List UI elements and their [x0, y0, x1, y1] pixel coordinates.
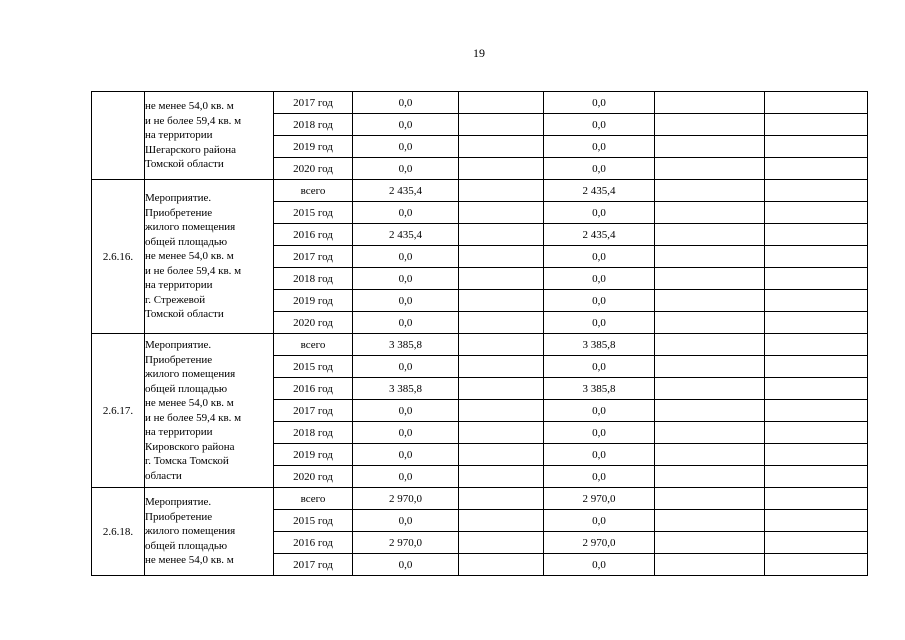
federal-cell: [459, 444, 544, 466]
year-cell: 2019 год: [274, 444, 353, 466]
year-cell: 2017 год: [274, 92, 353, 114]
table-body: [92, 92, 868, 576]
regional-cell: 2 970,0: [544, 532, 655, 554]
total-cell: 0,0: [353, 136, 459, 158]
year-cell: 2020 год: [274, 312, 353, 334]
year-cell: 2019 год: [274, 136, 353, 158]
description-line: не менее 54,0 кв. м: [145, 100, 234, 113]
page-number: 19: [473, 46, 485, 60]
extra-cell: [765, 378, 868, 400]
federal-cell: [459, 510, 544, 532]
year-cell: 2018 год: [274, 114, 353, 136]
year-cell: всего: [274, 488, 353, 510]
extra-cell: [765, 180, 868, 202]
extra-cell: [765, 510, 868, 532]
local-cell: [655, 290, 765, 312]
extra-cell: [765, 400, 868, 422]
year-cell: 2019 год: [274, 290, 353, 312]
federal-cell: [459, 202, 544, 224]
regional-cell: 0,0: [544, 114, 655, 136]
description-line: Приобретение: [145, 510, 213, 523]
regional-cell: 0,0: [544, 400, 655, 422]
description-line: Томской области: [145, 158, 224, 171]
extra-cell: [765, 532, 868, 554]
description-line: не менее 54,0 кв. м: [145, 397, 234, 409]
regional-cell: 2 970,0: [544, 488, 655, 510]
local-cell: [655, 92, 765, 114]
federal-cell: [459, 422, 544, 444]
year-cell: 2016 год: [274, 224, 353, 246]
local-cell: [655, 268, 765, 290]
total-cell: 2 970,0: [353, 488, 459, 510]
description-line: на территории: [145, 129, 213, 142]
description-line: области: [145, 469, 182, 482]
description-line: Мероприятие.: [145, 496, 212, 509]
regional-cell: 3 385,8: [544, 334, 655, 356]
total-cell: 0,0: [353, 268, 459, 290]
total-cell: 0,0: [353, 114, 459, 136]
year-cell: 2020 год: [274, 466, 353, 488]
total-cell: 2 970,0: [353, 532, 459, 554]
total-cell: 0,0: [353, 422, 459, 444]
year-cell: 2017 год: [274, 246, 353, 268]
local-cell: [655, 224, 765, 246]
total-cell: 0,0: [353, 510, 459, 532]
description-line: на территории: [145, 279, 213, 292]
local-cell: [655, 510, 765, 532]
regional-cell: 0,0: [544, 312, 655, 334]
regional-cell: 0,0: [544, 422, 655, 444]
local-cell: [655, 136, 765, 158]
description-line: г. Томска Томской: [145, 455, 229, 467]
federal-cell: [459, 136, 544, 158]
program-table: [91, 91, 868, 576]
total-cell: 0,0: [353, 246, 459, 268]
year-cell: 2015 год: [274, 510, 353, 532]
year-cell: 2015 год: [274, 356, 353, 378]
extra-cell: [765, 422, 868, 444]
description-line: жилого помещения: [145, 368, 236, 380]
description-line: Приобретение: [145, 353, 213, 366]
extra-cell: [765, 246, 868, 268]
total-cell: 0,0: [353, 92, 459, 114]
extra-cell: [765, 202, 868, 224]
item-number: 2.6.16.: [92, 180, 145, 334]
description-line: и не более 59,4 кв. м: [145, 264, 242, 277]
item-description: [145, 180, 274, 334]
total-cell: 0,0: [353, 158, 459, 180]
federal-cell: [459, 532, 544, 554]
item-description: [145, 334, 274, 488]
local-cell: [655, 444, 765, 466]
description-line: Кировского района: [145, 440, 235, 453]
regional-cell: 0,0: [544, 554, 655, 576]
extra-cell: [765, 136, 868, 158]
local-cell: [655, 422, 765, 444]
extra-cell: [765, 92, 868, 114]
regional-cell: 0,0: [544, 444, 655, 466]
federal-cell: [459, 224, 544, 246]
local-cell: [655, 356, 765, 378]
regional-cell: 0,0: [544, 356, 655, 378]
total-cell: 0,0: [353, 444, 459, 466]
extra-cell: [765, 312, 868, 334]
description-line: жилого помещения: [145, 221, 236, 234]
federal-cell: [459, 158, 544, 180]
local-cell: [655, 378, 765, 400]
description-line: г. Стрежевой: [145, 293, 206, 306]
table-row: [92, 488, 868, 510]
federal-cell: [459, 488, 544, 510]
local-cell: [655, 334, 765, 356]
year-cell: всего: [274, 334, 353, 356]
total-cell: 0,0: [353, 356, 459, 378]
total-cell: 3 385,8: [353, 334, 459, 356]
year-cell: 2016 год: [274, 532, 353, 554]
total-cell: 0,0: [353, 466, 459, 488]
federal-cell: [459, 114, 544, 136]
item-number: 2.6.18.: [92, 488, 145, 576]
item-description: [145, 92, 274, 180]
description-line: Шегарского района: [145, 143, 237, 156]
total-cell: 0,0: [353, 312, 459, 334]
regional-cell: 2 435,4: [544, 180, 655, 202]
federal-cell: [459, 356, 544, 378]
year-cell: 2018 год: [274, 422, 353, 444]
federal-cell: [459, 290, 544, 312]
year-cell: 2015 год: [274, 202, 353, 224]
description-line: не менее 54,0 кв. м: [145, 554, 234, 567]
total-cell: 0,0: [353, 554, 459, 576]
federal-cell: [459, 554, 544, 576]
federal-cell: [459, 180, 544, 202]
local-cell: [655, 400, 765, 422]
local-cell: [655, 488, 765, 510]
total-cell: 2 435,4: [353, 224, 459, 246]
year-cell: 2016 год: [274, 378, 353, 400]
table-row: [92, 334, 868, 356]
extra-cell: [765, 290, 868, 312]
federal-cell: [459, 334, 544, 356]
regional-cell: 3 385,8: [544, 378, 655, 400]
year-cell: 2017 год: [274, 554, 353, 576]
local-cell: [655, 466, 765, 488]
total-cell: 0,0: [353, 290, 459, 312]
item-number: [92, 92, 145, 180]
description-line: общей площадью: [145, 539, 228, 552]
description-line: жилого помещения: [145, 525, 236, 538]
total-cell: 0,0: [353, 202, 459, 224]
local-cell: [655, 202, 765, 224]
local-cell: [655, 246, 765, 268]
description-line: на территории: [145, 426, 213, 438]
table-row: [92, 92, 868, 114]
regional-cell: 0,0: [544, 158, 655, 180]
extra-cell: [765, 488, 868, 510]
extra-cell: [765, 114, 868, 136]
description-line: общей площадью: [145, 235, 228, 248]
federal-cell: [459, 92, 544, 114]
total-cell: 2 435,4: [353, 180, 459, 202]
regional-cell: 0,0: [544, 92, 655, 114]
extra-cell: [765, 444, 868, 466]
year-cell: 2017 год: [274, 400, 353, 422]
federal-cell: [459, 378, 544, 400]
extra-cell: [765, 224, 868, 246]
item-description: [145, 488, 274, 576]
local-cell: [655, 554, 765, 576]
year-cell: 2020 год: [274, 158, 353, 180]
local-cell: [655, 158, 765, 180]
federal-cell: [459, 400, 544, 422]
regional-cell: 0,0: [544, 466, 655, 488]
local-cell: [655, 114, 765, 136]
regional-cell: 0,0: [544, 136, 655, 158]
extra-cell: [765, 466, 868, 488]
description-line: не менее 54,0 кв. м: [145, 250, 234, 263]
extra-cell: [765, 158, 868, 180]
federal-cell: [459, 246, 544, 268]
year-cell: всего: [274, 180, 353, 202]
description-line: и не более 59,4 кв. м: [145, 114, 242, 127]
item-number: 2.6.17.: [92, 334, 145, 488]
federal-cell: [459, 312, 544, 334]
local-cell: [655, 532, 765, 554]
regional-cell: 0,0: [544, 290, 655, 312]
description-line: Приобретение: [145, 206, 213, 219]
regional-cell: 2 435,4: [544, 224, 655, 246]
year-cell: 2018 год: [274, 268, 353, 290]
extra-cell: [765, 356, 868, 378]
description-line: Мероприятие.: [145, 339, 212, 351]
description-line: Томской области: [145, 308, 224, 321]
total-cell: 3 385,8: [353, 378, 459, 400]
description-line: общей площадью: [145, 382, 228, 395]
extra-cell: [765, 334, 868, 356]
regional-cell: 0,0: [544, 510, 655, 532]
extra-cell: [765, 268, 868, 290]
total-cell: 0,0: [353, 400, 459, 422]
federal-cell: [459, 466, 544, 488]
federal-cell: [459, 268, 544, 290]
table-row: [92, 180, 868, 202]
description-line: Мероприятие.: [145, 192, 212, 205]
extra-cell: [765, 554, 868, 576]
local-cell: [655, 312, 765, 334]
local-cell: [655, 180, 765, 202]
regional-cell: 0,0: [544, 268, 655, 290]
description-line: и не более 59,4 кв. м: [145, 411, 242, 424]
regional-cell: 0,0: [544, 246, 655, 268]
regional-cell: 0,0: [544, 202, 655, 224]
